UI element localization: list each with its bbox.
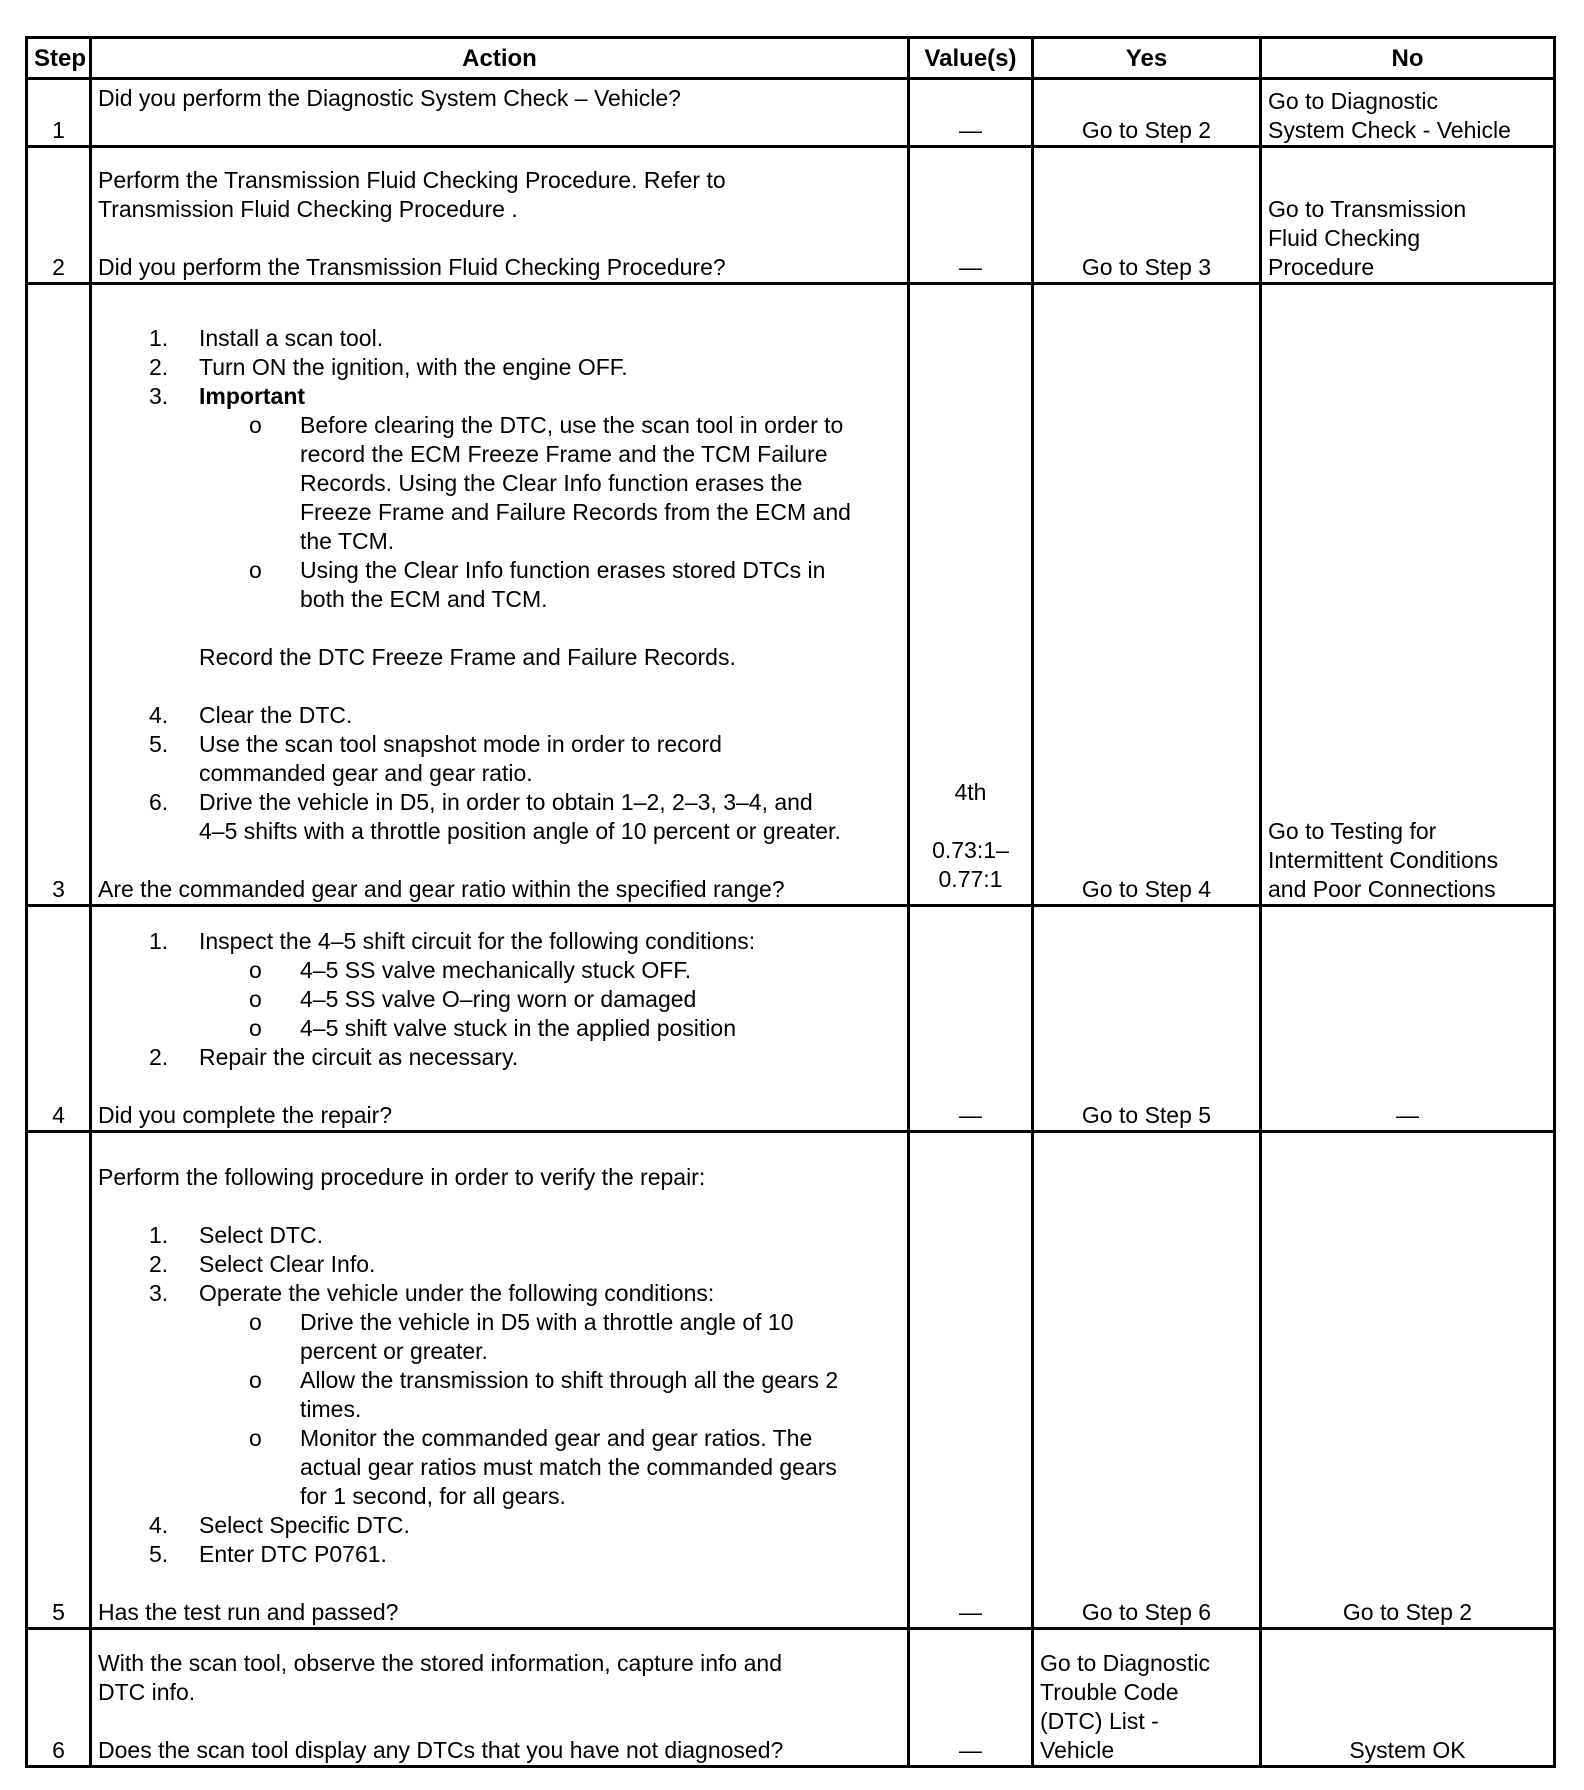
header-row [27,38,1555,79]
bullet-list [199,1308,901,1511]
step-number: 2 [27,147,91,284]
question-text: Has the test run and passed? [98,1599,399,1625]
yes-cell: Go to Step 4 [1033,284,1261,906]
important-label: Important [199,383,306,409]
value-cell: — [909,906,1033,1132]
procedure-list [98,927,901,1072]
yes-cell [1033,1629,1261,1767]
action-cell [91,147,909,284]
bullet-item: o Before clearing the DTC, use the scan tool in order to record the ECM Freeze Frame and the TCM Failure Records. Using the Clear Info function erases the Freeze Frame and Failure Records from the ECM and the TCM. [249,412,851,554]
list-item: 5. Enter DTC P0761. [149,1541,387,1567]
procedure-list [98,1221,901,1569]
action-cell [91,79,909,147]
yes-line: Vehicle [1040,1737,1115,1763]
question-text: Are the commanded gear and gear ratio within the specified range? [98,876,785,902]
header-action: Action [91,38,909,79]
yes-line: Go to Diagnostic [1040,1650,1211,1676]
list-item: 3. Important o Before clearing the DTC, use the scan tool in order to record the ECM Freeze Frame and the TCM Failure Records. Using the Clear Info function erases the Freeze Frame and Failure Records from the ECM and the TCM. o Using the Clear Info function erases stored DTCs in both the ECM and TCM. Record the DTC Freeze Frame and Failure Records. [98,382,901,701]
list-item: 1. Select DTC. [149,1222,323,1248]
step-number: 3 [27,284,91,906]
value-cell: — [909,1629,1033,1767]
question-text: Does the scan tool display any DTCs that you have not diagnosed? [98,1737,784,1763]
step-number: 5 [27,1132,91,1629]
value-cell: — [909,79,1033,147]
intro-line: Perform the following procedure in order to verify the repair: [98,1164,706,1190]
action-cell [91,906,909,1132]
bullet-item: o 4–5 SS valve O–ring worn or damaged [249,986,697,1012]
list-item: 1. Install a scan tool. [149,325,384,351]
no-line: Procedure [1268,254,1375,280]
table-row [27,284,1555,906]
procedure-list [98,324,901,846]
step-number: 4 [27,906,91,1132]
value-gear: 4th [954,779,987,805]
yes-cell: Go to Step 6 [1033,1132,1261,1629]
question-text: Did you perform the Diagnostic System Check – Vehicle? [98,85,681,111]
yes-cell: Go to Step 3 [1033,147,1261,284]
bullet-item: o Monitor the commanded gear and gear ratios. The actual gear ratios must match the commanded gears for 1 second, for all gears. [249,1425,837,1509]
question-text: Did you complete the repair? [98,1102,393,1128]
table-row [27,1132,1555,1629]
list-item: 4. Clear the DTC. [149,702,353,728]
intro-line: With the scan tool, observe the stored information, capture info and [98,1650,782,1676]
no-line: Fluid Checking [1268,225,1421,251]
no-line: Intermittent Conditions [1268,847,1499,873]
value-ratio: 0.73:1– [932,837,1009,863]
no-cell: — [1261,906,1555,1132]
table-row [27,147,1555,284]
no-line: Go to Testing for [1268,818,1437,844]
value-cell: — [909,1132,1033,1629]
yes-line: Trouble Code [1040,1679,1179,1705]
list-item: 3. Operate the vehicle under the following conditions: o Drive the vehicle in D5 with a throttle angle of 10 percent or greater. o Allow the transmission to shift through all the gears 2 times. o Monitor the commanded gear and gear ratios. The actual gear ratios must match the commanded gears for 1 second, for all gears. [98,1279,901,1511]
action-cell [91,1132,909,1629]
bullet-list [199,411,901,614]
bullet-item: o Drive the vehicle in D5 with a throttle angle of 10 percent or greater. [249,1309,794,1364]
no-cell [1261,79,1555,147]
header-values: Value(s) [909,38,1033,79]
question-text: Did you perform the Transmission Fluid Checking Procedure? [98,254,726,280]
list-item: 4. Select Specific DTC. [149,1512,410,1538]
record-note: Record the DTC Freeze Frame and Failure Records. [199,644,736,670]
value-cell: — [909,147,1033,284]
action-cell [91,284,909,906]
list-item: 6. Drive the vehicle in D5, in order to obtain 1–2, 2–3, 3–4, and 4–5 shifts with a throttle position angle of 10 percent or greater. [149,789,841,844]
no-cell [1261,147,1555,284]
header-no: No [1261,38,1555,79]
yes-cell: Go to Step 5 [1033,906,1261,1132]
no-line: System Check - Vehicle [1268,117,1511,143]
action-cell [91,1629,909,1767]
yes-cell: Go to Step 2 [1033,79,1261,147]
header-step: Step [27,38,91,79]
yes-line: (DTC) List - [1040,1708,1159,1734]
bullet-item: o 4–5 SS valve mechanically stuck OFF. [249,957,692,983]
bullet-list [199,956,901,1043]
list-item: 2. Repair the circuit as necessary. [149,1044,519,1070]
list-item: 5. Use the scan tool snapshot mode in order to record commanded gear and gear ratio. [149,731,722,786]
bullet-item: o Allow the transmission to shift through all the gears 2 times. [249,1367,839,1422]
step-number: 6 [27,1629,91,1767]
list-item: 2. Turn ON the ignition, with the engine OFF. [149,354,628,380]
intro-line: Transmission Fluid Checking Procedure . [98,196,518,222]
diagnostic-table [25,36,1556,1768]
no-cell [1261,284,1555,906]
no-cell: System OK [1261,1629,1555,1767]
bullet-item: o Using the Clear Info function erases stored DTCs in both the ECM and TCM. [249,557,826,612]
no-line: and Poor Connections [1268,876,1496,902]
header-yes: Yes [1033,38,1261,79]
table-row [27,79,1555,147]
list-item: 2. Select Clear Info. [149,1251,376,1277]
table-row [27,1629,1555,1767]
value-ratio: 0.77:1 [938,866,1003,892]
step-number: 1 [27,79,91,147]
value-cell [909,284,1033,906]
bullet-item: o 4–5 shift valve stuck in the applied position [249,1015,736,1041]
intro-line: Perform the Transmission Fluid Checking Procedure. Refer to [98,167,726,193]
no-line: Go to Transmission [1268,196,1467,222]
table-row [27,906,1555,1132]
list-item: 1. Inspect the 4–5 shift circuit for the following conditions: o 4–5 SS valve mechanically stuck OFF. o 4–5 SS valve O–ring worn or damaged o 4–5 shift valve stuck in the applied position [98,927,901,1043]
no-cell: Go to Step 2 [1261,1132,1555,1629]
intro-line: DTC info. [98,1679,196,1705]
no-line: Go to Diagnostic [1268,88,1439,114]
